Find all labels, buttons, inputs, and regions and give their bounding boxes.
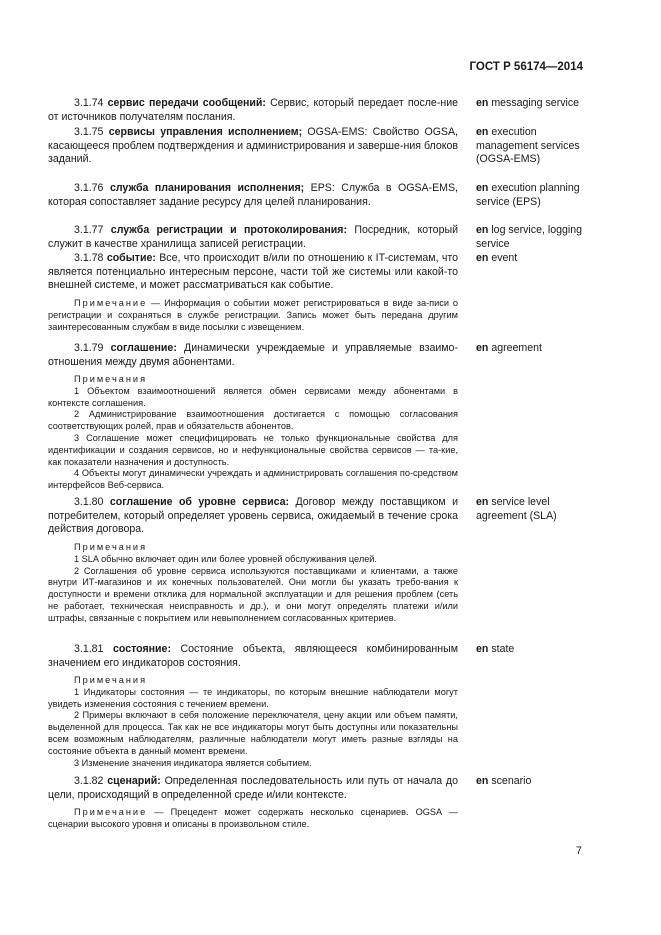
notes-label: Примечания xyxy=(74,374,148,384)
term-definition: OGSA-EMS: Свойство OGSA, касающееся проблем подтверждения и администрирования и заверше-ния блоков заданий. xyxy=(48,126,459,166)
english-equivalent xyxy=(476,252,596,266)
term-number: 3.1.75 xyxy=(74,126,104,138)
en-term: execution management services (OGSA-EMS) xyxy=(476,126,580,166)
term-definition: Договор между поставщиком и потребителем, который определяет уровень сервиса, ожидаемый в течение срока действия договора. xyxy=(48,496,458,536)
notes-label: Примечания xyxy=(74,542,148,552)
term-title: соглашение: xyxy=(110,342,177,354)
note-label: Примечание xyxy=(74,807,148,817)
en-prefix: en xyxy=(476,97,489,109)
note-text: — Прецедент может содержать несколько сценариев. OGSA — сценарии высокого уровня и описаны в произвольном стиле. xyxy=(48,807,458,829)
term-title: состояние: xyxy=(112,643,171,655)
term-entry xyxy=(48,97,458,124)
notes-block xyxy=(48,542,458,625)
term-title: сценарий: xyxy=(107,775,161,787)
english-equivalent xyxy=(476,342,596,356)
english-equivalent xyxy=(476,643,596,657)
en-prefix: en xyxy=(476,126,489,138)
note-item: 1 Индикаторы состояния — те индикаторы, по которым внешние наблюдатели могут увидеть изменения состояния с течением времени. xyxy=(48,686,458,709)
en-term: agreement xyxy=(491,342,542,354)
term-definition: Определенная последовательность или путь от начала до цели, происходящий в определенной среде и/или контексте. xyxy=(48,775,458,801)
en-term: messaging service xyxy=(491,97,580,109)
term-title: служба планирования исполнения; xyxy=(109,182,305,194)
en-prefix: en xyxy=(476,643,489,655)
en-term: execution planning service (EPS) xyxy=(476,182,580,208)
note-item: 3 Изменение значения индикатора является событием. xyxy=(74,757,312,768)
en-prefix: en xyxy=(476,342,489,354)
term-number: 3.1.79 xyxy=(74,342,104,354)
term-title: служба регистрации и протоколирования: xyxy=(110,224,348,236)
term-title: сервис передачи сообщений: xyxy=(107,97,266,109)
en-prefix: en xyxy=(476,775,489,787)
term-entry xyxy=(48,775,458,802)
english-equivalent xyxy=(476,97,596,111)
en-term: log service, logging service xyxy=(476,224,583,250)
en-prefix: en xyxy=(476,224,489,236)
term-definition: EPS: Служба в OGSA-EMS, которая сопоставляет задание ресурсу для целей планирования. xyxy=(48,182,459,208)
term-definition: Все, что происходит в/или по отношению к IT-системам, что является потенциально интересным персоне, части той же системы или какой-то внешней системе, и может рассматриваться как событие. xyxy=(48,252,458,292)
note-label: Примечание xyxy=(74,298,148,308)
en-prefix: en xyxy=(476,182,489,194)
note-block xyxy=(48,298,458,333)
term-number: 3.1.74 xyxy=(74,97,104,109)
note-item: 2 Администрирование взаимоотношения достигается с помощью согласования соответствующих ролей, прав и обязательств абонентов. xyxy=(48,409,458,432)
notes-block xyxy=(48,374,458,492)
standard-number: ГОСТ Р 56174—2014 xyxy=(469,61,583,73)
en-term: scenario xyxy=(491,775,532,787)
term-definition: Посредник, который служит в качестве хранилища записей регистрации. xyxy=(48,224,458,250)
notes-label: Примечания xyxy=(74,675,148,685)
term-number: 3.1.76 xyxy=(74,182,104,194)
en-term: service level agreement (SLA) xyxy=(476,496,557,522)
en-term: state xyxy=(491,643,515,655)
term-definition: Сервис, который передает после-ние от источников получателям послания. xyxy=(48,97,459,123)
term-title: сервисы управления исполнением; xyxy=(108,126,303,138)
note-item: 3 Соглашение может специфицировать не только функциональные свойства для идентификации и создания сервисов, но и нефункциональные свойства сервисов — та-кие, как показатели назначения и доступность. xyxy=(48,432,458,467)
note-block xyxy=(48,807,458,831)
term-entry xyxy=(48,496,458,537)
note-item: 1 SLA обычно включает один или более уровней обслуживания целей. xyxy=(74,553,377,564)
page-number: 7 xyxy=(576,845,582,857)
term-entry xyxy=(48,224,458,251)
term-entry xyxy=(48,126,458,167)
term-number: 3.1.77 xyxy=(74,224,104,236)
term-title: событие: xyxy=(106,252,156,264)
note-text: — Информация о событии может регистрироваться в виде за-писи о регистрации и сохраняться в службе регистрации. Запись может быть передана другим заинтересованным службам в виде посылки с извещением. xyxy=(48,298,458,332)
term-number: 3.1.82 xyxy=(74,775,104,787)
en-prefix: en xyxy=(476,496,489,508)
english-equivalent xyxy=(476,496,596,523)
term-title: соглашение об уровне сервиса: xyxy=(109,496,290,508)
term-definition: Состояние объекта, являющееся комбинированным значением его индикаторов состояния. xyxy=(48,643,458,669)
notes-block xyxy=(48,675,458,769)
term-definition: Динамически учреждаемые и управляемые взаимо-отношения между двумя абонентами. xyxy=(48,342,458,368)
term-entry xyxy=(48,342,458,369)
note-item: 2 Соглашения об уровне сервиса используются поставщиками и клиентами, а также внутри ИТ-магазинов и их конечных пользователей. Они могли бы указать требо-вания к доступности и времени отклика для нормальной эксплуатации и для решения проблем (сеть не работает, техническая неисправность и др.), и они могут определять платежи и/или штрафы, связанные с покрытием или невыполнением согласованных критериев. xyxy=(48,565,458,623)
en-term: event xyxy=(491,252,518,264)
term-number: 3.1.78 xyxy=(74,252,104,264)
note-item: 1 Объектом взаимоотношений является обмен сервисами между абонентами в контексте соглашения. xyxy=(48,385,458,408)
term-entry xyxy=(48,252,458,293)
term-number: 3.1.81 xyxy=(74,643,104,655)
english-equivalent xyxy=(476,126,596,167)
en-prefix: en xyxy=(476,252,489,264)
english-equivalent xyxy=(476,224,596,251)
term-entry xyxy=(48,643,458,670)
english-equivalent xyxy=(476,775,596,789)
note-item: 2 Примеры включают в себя положение переключателя, цену акции или объем памяти, выделенной для процесса. Так как не все индикаторы могут быть доступны или показательны всем возможным наблюдателям, различные наблюдатели могут иметь разные взгляды на состояние объекта в данный момент времени. xyxy=(48,710,458,756)
term-number: 3.1.80 xyxy=(74,496,104,508)
term-entry xyxy=(48,182,458,209)
english-equivalent xyxy=(476,182,596,209)
note-item: 4 Объекты могут динамически учреждать и администрировать соглашения по-средством интерфейсов Веб-сервиса. xyxy=(48,468,458,491)
